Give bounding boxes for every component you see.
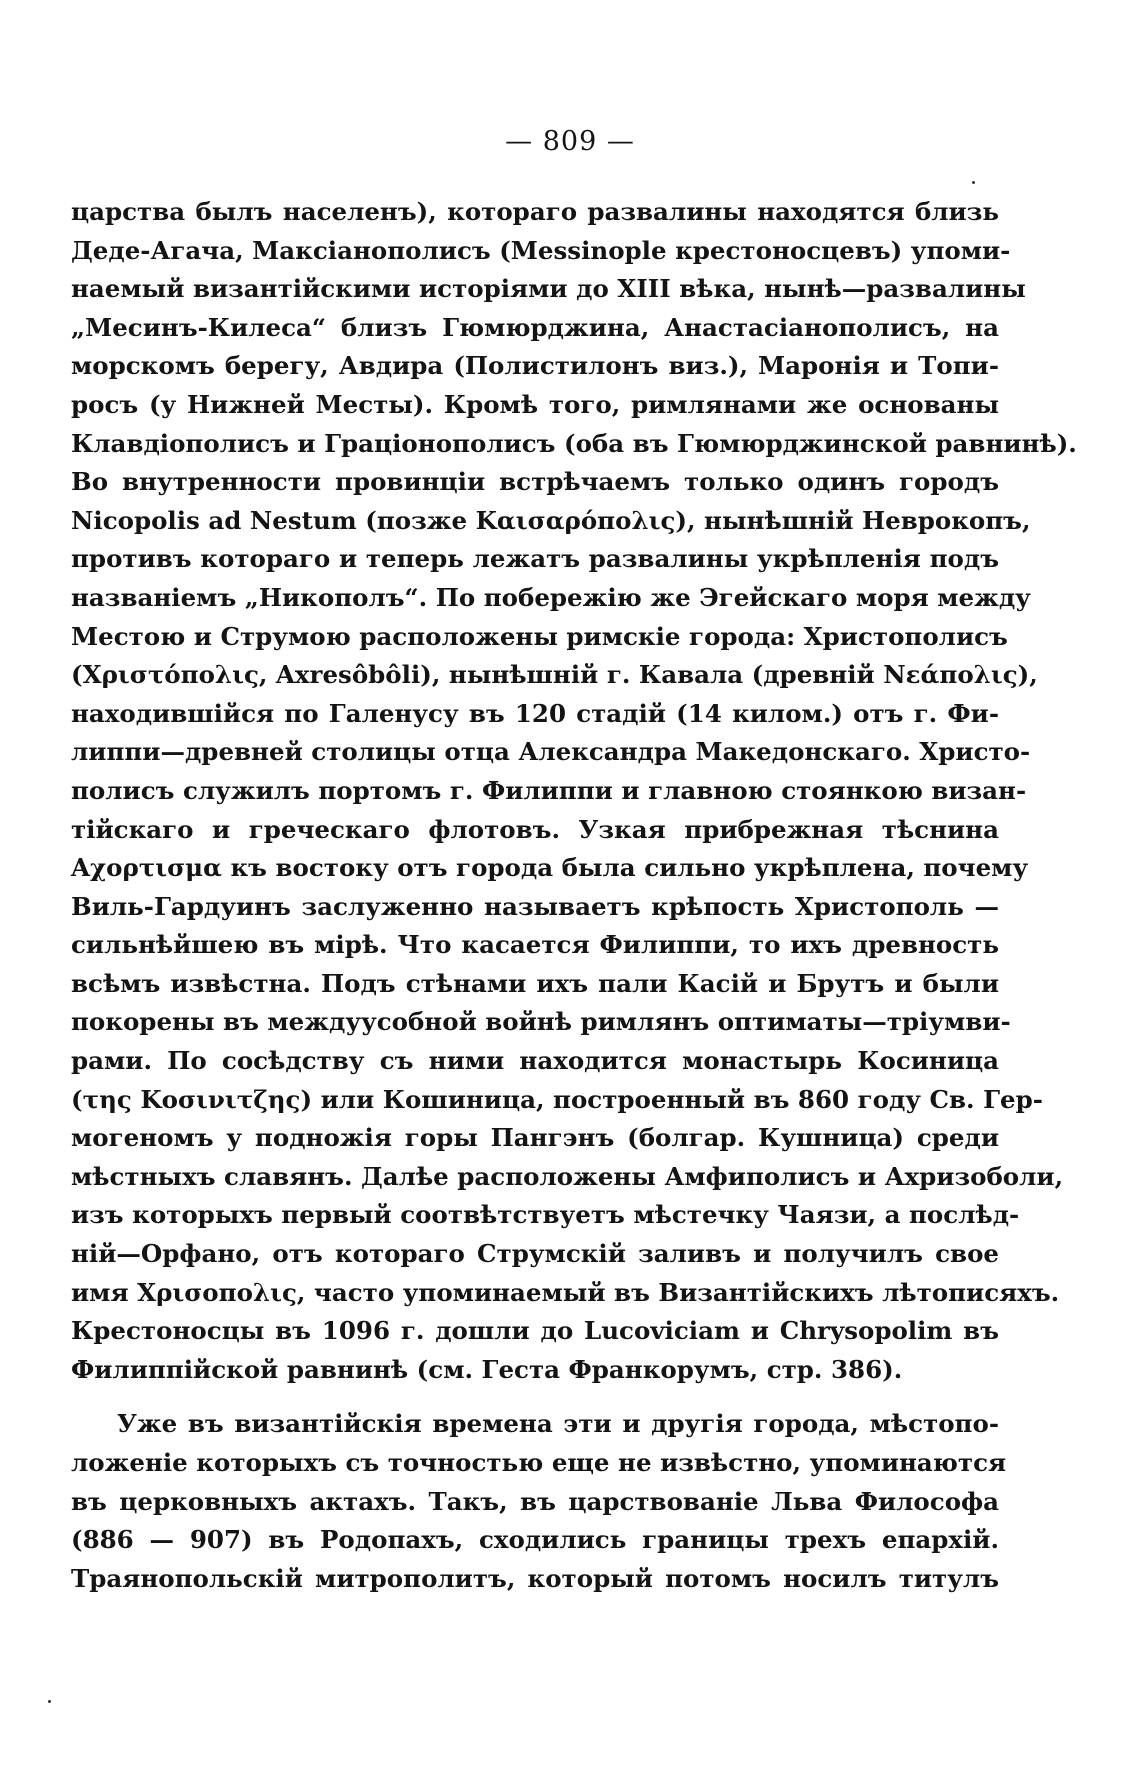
text-line: сильнѣйшею въ мірѣ. Что касается Филиппи, то ихъ древность	[71, 930, 999, 960]
scan-speck	[48, 1700, 51, 1703]
text-line: царства былъ населенъ), котораго развалины находятся близь	[71, 197, 999, 226]
text-line: ложеніе которыхъ съ точностью еще не извѣстно, упоминаются	[71, 1448, 1007, 1477]
paragraph	[71, 193, 1077, 1389]
text-line: могеномъ у подножія горы Пангэнъ (болгар. Кушница) среди	[71, 1123, 999, 1153]
text-line: (Χριστόπολις, Axresôbôli), нынѣшній г. Кавала (древній Νεάπολις),	[71, 660, 1038, 690]
text-line: Во внутренности провинціи встрѣчаемъ только одинъ городъ	[71, 467, 999, 497]
text-line: Виль-Гардуинъ заслуженно называетъ крѣпость Христополь —	[71, 891, 999, 921]
text-line: имя Χρισοπολις, часто упоминаемый въ Византійскихъ лѣтописяхъ.	[71, 1277, 1060, 1307]
text-line: названіемъ „Никополъ“. По побережію же Эгейскаго моря между	[71, 582, 1031, 612]
text-line: наемый византійскими исторіями до XIII вѣка, нынѣ—развалины	[71, 274, 1026, 304]
scan-speck	[972, 181, 975, 184]
text-line: Местою и Струмою расположены римскіе города: Христополисъ	[71, 621, 1008, 651]
text-line: (της Κοσινιτζης) или Кошиница, построенный въ 860 году Св. Гер-	[71, 1084, 1043, 1114]
paragraph	[71, 1405, 1007, 1598]
text-line: всѣмъ извѣстна. Подъ стѣнами ихъ пали Касій и Брутъ и были	[71, 968, 999, 998]
text-line: въ церковныхъ актахъ. Такъ, въ царствованіе Льва Философа	[71, 1486, 999, 1516]
text-line: Траянопольскій митрополитъ, который потомъ носилъ титулъ	[71, 1563, 999, 1593]
text-line: Уже въ византійскія времена эти и другія города, мѣстопо-	[117, 1409, 999, 1439]
text-line: липпи—древней столицы отца Александра Македонскаго. Христо-	[71, 737, 1031, 767]
text-line: (886 — 907) въ Родопахъ, сходились границы трехъ епархій.	[71, 1525, 999, 1555]
text-line: мѣстныхъ славянъ. Далѣе расположены Амфиполисъ и Ахризоболи,	[71, 1161, 1064, 1191]
text-line: полисъ служилъ портомъ г. Филиппи и главною стоянкою визан-	[71, 775, 1027, 805]
text-line: Крестоносцы въ 1096 г. дошли до Lucoviciam и Chrysopolim въ	[71, 1316, 999, 1346]
text-line: „Месинъ-Килеса“ близъ Гюмюрджина, Анастасіанополисъ, на	[71, 312, 999, 342]
text-line: росъ (у Нижней Месты). Кромѣ того, римлянами же основаны	[71, 389, 999, 419]
body-text	[71, 193, 1077, 1598]
text-line: тійскаго и греческаго флотовъ. Узкая прибрежная тѣснина	[71, 814, 999, 844]
text-line: морскомъ берегу, Авдира (Полистилонъ виз.), Маронія и Топи-	[71, 351, 999, 381]
page-number: — 809 —	[505, 126, 635, 157]
paragraph-gap	[71, 1389, 999, 1405]
text-line: Αχορτισμα къ востоку отъ города была сильно укрѣплена, почему	[71, 853, 1029, 883]
text-line: покорены въ междуусобной войнѣ римлянъ оптиматы—тріумви-	[71, 1007, 1011, 1037]
text-line: рами. По сосѣдству съ ними находится монастырь Косиница	[71, 1046, 999, 1076]
text-line: ній—Орфано, отъ котораго Струмскій заливъ и получилъ свое	[71, 1239, 999, 1269]
text-line: Деде-Агача, Максіанополисъ (Messinople крестоносцевъ) упоми-	[71, 235, 1011, 265]
text-line: находившійся по Галенусу въ 120 стадій (14 килом.) отъ г. Фи-	[71, 698, 999, 728]
text-line: Филиппійской равнинѣ (см. Геста Франкорумъ, стр. 386).	[71, 1354, 903, 1384]
text-line: изъ которыхъ первый соотвѣтствуетъ мѣстечку Чаязи, а послѣд-	[71, 1200, 1020, 1230]
text-line: Nicopolis ad Nestum (позже Καισαρόπολις), нынѣшній Неврокопъ,	[71, 505, 1031, 535]
text-line: Клавдіополисъ и Граціонополисъ (оба въ Гюмюрджинской равнинѣ).	[71, 428, 1077, 458]
text-line: противъ котораго и теперь лежатъ развалины укрѣпленія подъ	[71, 544, 999, 574]
